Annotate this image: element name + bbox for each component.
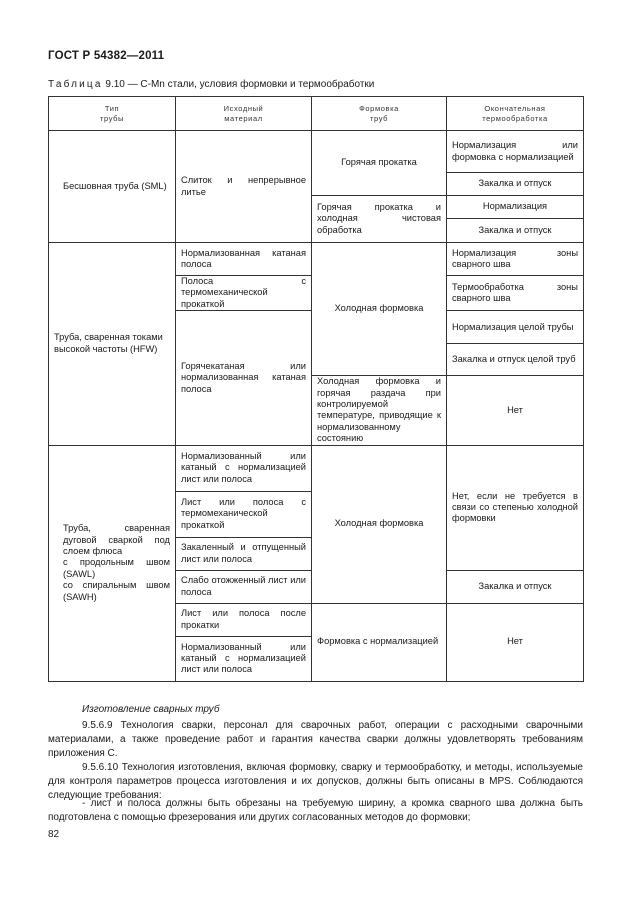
heat-saw-quench-temper: Закалка и отпуск bbox=[447, 570, 584, 603]
pipe-type-sml: Бесшовная труба (SML) bbox=[49, 131, 176, 243]
document-code-header: ГОСТ Р 54382—2011 bbox=[48, 50, 165, 62]
heat-hfw-heat-treatment-weld-zone: Термообработка зоны сварного шва bbox=[447, 276, 584, 311]
pipe-type-saw-longitudinal: с продольным швом (SAWL) bbox=[63, 557, 170, 579]
table-row bbox=[49, 131, 584, 173]
pipe-type-saw-spiral: со спиральным швом (SAWH) bbox=[63, 580, 170, 602]
paragraph-list-item: - лист и полоса должны быть обрезаны на требуемую ширину, а кромка сварного шва должна быть подготовлена с помощью фрезерования или других согласованных методов до формовки; bbox=[48, 798, 583, 823]
heat-hfw-none: Нет bbox=[447, 376, 584, 445]
heat-sml-quench-temper: Закалка и отпуск bbox=[447, 173, 584, 196]
steel-conditions-table bbox=[48, 96, 584, 682]
forming-sml-hot-rolling-cold-finish: Горячая прокатка и холодная чистовая обработка bbox=[312, 196, 447, 243]
material-sml: Слиток и непрерывное литье bbox=[176, 131, 312, 243]
column-header-pipe-type bbox=[49, 97, 176, 131]
paragraph-9-5-6-10: 9.5.6.10 Технология изготовления, включая формовку, сварку и термообработку, и методы, используемые для контроля параметров процесса изготовления и их допусков, должны быть описаны в MPS. Соблюдаются следующие требования: bbox=[48, 762, 583, 801]
forming-sml-hot-rolling: Горячая прокатка bbox=[312, 131, 447, 196]
column-header-heat-treatment bbox=[447, 97, 584, 131]
heat-hfw-quench-temper-whole-pipe: Закалка и отпуск целой труб bbox=[447, 344, 584, 376]
column-header-text: Тип трубы bbox=[99, 103, 125, 123]
pipe-type-hfw: Труба, сваренная токами высокой частоты (HFW) bbox=[49, 243, 176, 446]
table-row bbox=[49, 445, 584, 491]
table-caption bbox=[48, 79, 374, 90]
material-saw-normalized-plate: Нормализованный или катаный с нормализацией лист или полоса bbox=[176, 445, 312, 491]
column-header-forming bbox=[312, 97, 447, 131]
pipe-type-saw bbox=[49, 445, 176, 681]
table-header-row bbox=[49, 97, 584, 131]
forming-hfw-cold: Холодная формовка bbox=[312, 243, 447, 376]
paragraph-9-5-6-9: 9.5.6.9 Технология сварки, персонал для сварочных работ, операции с расходными сварочными материалами, а также проведение работ и гарантия качества сварки должны удовлетворять требованиям приложения С. bbox=[48, 720, 583, 759]
heat-hfw-normalization-weld-zone: Нормализация зоны сварного шва bbox=[447, 243, 584, 276]
heat-sml-quench-temper-2: Закалка и отпуск bbox=[447, 219, 584, 243]
material-saw-annealed-plate: Слабо отожженный лист или полоса bbox=[176, 570, 312, 603]
material-hfw-normalized-strip: Нормализованная катаная полоса bbox=[176, 243, 312, 276]
forming-saw-cold: Холодная формовка bbox=[312, 445, 447, 603]
column-header-text: Исходный материал bbox=[223, 103, 264, 123]
column-header-source-material bbox=[176, 97, 312, 131]
column-header-text: Окончательная термообработка bbox=[482, 103, 548, 123]
heat-hfw-normalization-whole-pipe: Нормализация целой трубы bbox=[447, 311, 584, 344]
forming-hfw-cold-hot-expansion: Холодная формовка и горячая раздача при контролируемой температуре, приводящие к нормализованному состоянию bbox=[312, 376, 447, 445]
pipe-type-saw-title: Труба, сваренная дуговой сваркой под слоем флюса bbox=[63, 523, 170, 557]
material-saw-thermomechanical-plate: Лист или полоса с термомеханической прокаткой bbox=[176, 491, 312, 537]
heat-sml-normalization-or-forming: Нормализация или формовка с нормализацией bbox=[447, 131, 584, 173]
heat-saw-none: Нет bbox=[447, 603, 584, 681]
material-saw-normalized-plate-2: Нормализованный или катаный с нормализацией лист или полоса bbox=[176, 636, 312, 681]
column-header-text: Формовка труб bbox=[359, 103, 399, 123]
table-caption-title: 9.10 — С-Mn стали, условия формовки и термообработки bbox=[102, 79, 375, 90]
table-caption-prefix: Таблица bbox=[48, 79, 103, 90]
section-subheading: Изготовление сварных труб bbox=[82, 704, 220, 715]
page-number: 82 bbox=[48, 829, 60, 840]
heat-sml-normalization: Нормализация bbox=[447, 196, 584, 219]
material-saw-quenched-tempered-plate: Закаленный и отпущенный лист или полоса bbox=[176, 537, 312, 570]
material-saw-as-rolled-plate: Лист или полоса после прокатки bbox=[176, 603, 312, 636]
material-hfw-thermomechanical-strip: Полоса с термомеханической прокаткой bbox=[176, 276, 312, 311]
heat-saw-none-unless-required: Нет, если не требуется в связи со степенью холодной формовки bbox=[447, 445, 584, 570]
material-hfw-hot-rolled-strip: Горячекатаная или нормализованная катаная полоса bbox=[176, 311, 312, 445]
table-row bbox=[49, 243, 584, 276]
forming-saw-with-normalization: Формовка с нормализацией bbox=[312, 603, 447, 681]
